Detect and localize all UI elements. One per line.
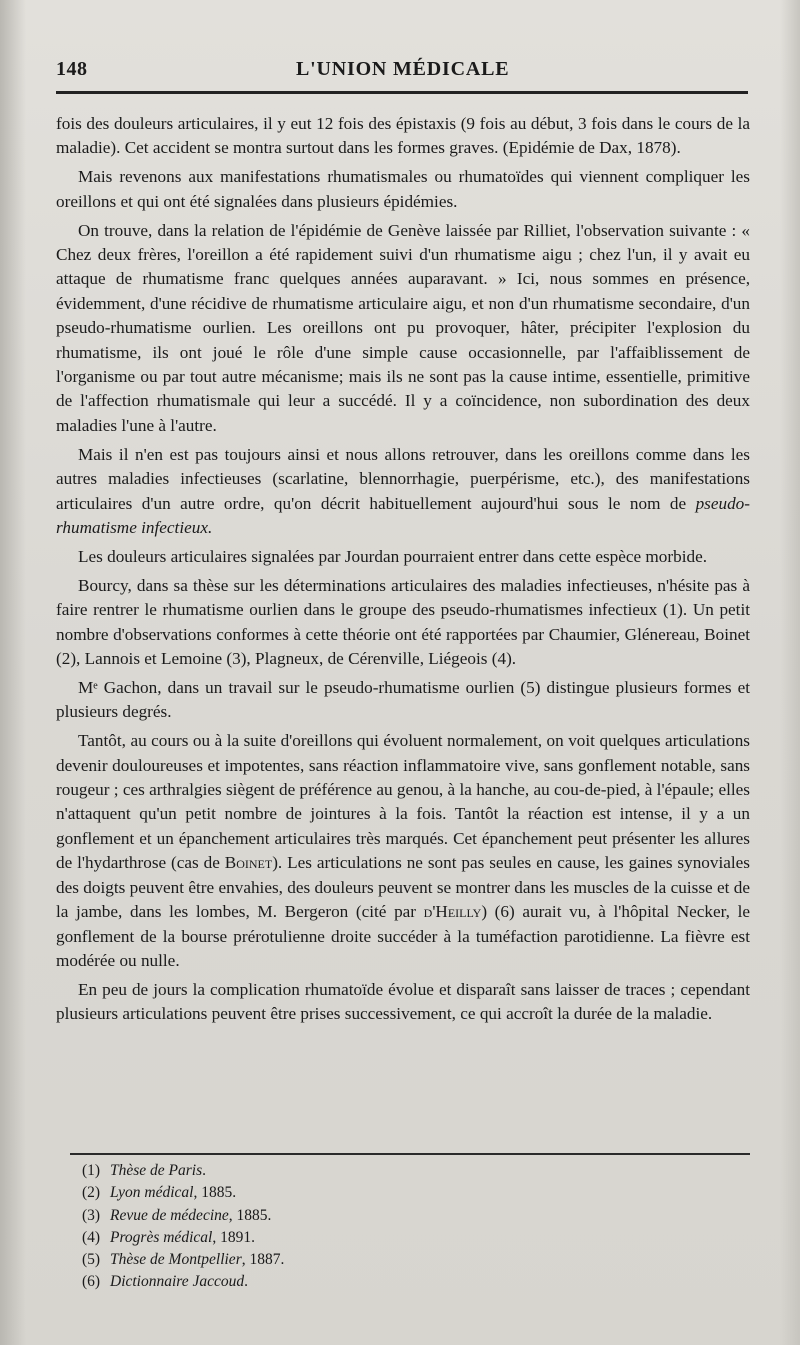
paragraph — [56, 219, 750, 439]
footnote-number: (2) — [82, 1184, 101, 1202]
footnote — [82, 1182, 682, 1204]
footnote-title: Progrès médical — [110, 1228, 213, 1246]
footnote-title: Lyon médical — [110, 1184, 194, 1202]
footnote-number: (4) — [82, 1228, 101, 1246]
footnote-detail: , 1891. — [212, 1228, 255, 1246]
paragraph-text: Bourcy, dans sa thèse sur les déterminations articulaires des maladies infectieuses, n'hésite pas à faire rentrer le rhumatisme ourlien dans le groupe des pseudo-rhumatismes infectieux (1). Un petit nombre d'observations conformes à cette théorie ont été rapportées par Chaumier, Glénereau, Boinet (2), Lannois et Lemoine (3), Plagneux, de Cérenville, Liégeois (4). — [56, 575, 750, 669]
page-header — [56, 54, 748, 94]
footnote — [82, 1227, 682, 1249]
page-gutter-shadow — [0, 0, 26, 1345]
paragraph — [56, 574, 750, 672]
paragraph-text: fois des douleurs articulaires, il y eut 12 fois des épistaxis (9 fois au début, 3 fois dans le cours de la maladie). Cet accident se montra surtout dans les formes graves. (Epidémie de Dax, 1878). — [56, 114, 750, 158]
page-number: 148 — [56, 58, 88, 80]
italic-text: pseudo-rhumatisme infectieux. — [56, 493, 750, 537]
footnotes — [82, 1160, 682, 1294]
footnote-number: (6) — [82, 1273, 101, 1291]
paragraph — [56, 676, 750, 725]
paragraph-text: En peu de jours la complication rhumatoïde évolue et disparaît sans laisser de traces ; cependant plusieurs articulations peuvent être prises successivement, ce qui accroît la durée de la maladie. — [56, 979, 750, 1024]
footnote-number: (3) — [82, 1206, 101, 1224]
footnote-detail: , 1885. — [193, 1184, 237, 1202]
footnote — [82, 1160, 682, 1182]
paragraph — [56, 729, 750, 973]
page-edge-shadow — [780, 0, 800, 1345]
paragraph-text: ). Les articulations ne sont pas seules en cause, les gaines synoviales des doigts peuvent être envahies, des douleurs peuvent se montrer dans les muscles de la cuisse et de la jambe, dans les lombes, M. Bergeron (cité par — [56, 853, 750, 922]
small-caps-text: Boinet — [224, 853, 273, 873]
paragraph-text: ) (6) aurait vu, à l'hôpital Necker, le gonflement de la bourse prérotulienne droite succéder à la tuméfaction parotidienne. La fièvre est modérée ou nulle. — [56, 902, 751, 970]
footnote-detail: , 1887. — [241, 1251, 285, 1269]
paragraph-text: Mais il n'en est pas toujours ainsi et nous allons retrouver, dans les oreillons comme dans les autres maladies infectieuses (scarlatine, blennorrhagie, puerpérisme, etc.), des manifestations articulaires d'un autre ordre, qu'on décrit habituellement aujourd'hui sous le nom de — [56, 444, 750, 513]
paragraph-text: Tantôt, au cours ou à la suite d'oreillons qui évoluent normalement, on voit quelques articulations devenir douloureuses et impotentes, sans réaction inflammatoire vive, sans gonflement notable, sans rougeur ; ces arthralgies siègent de préférence au genou, à la hanche, au cou-de-pied, à l'épaule; elles n'attaquent qu'un petit nombre de jointures à la fois. Tantôt la réaction est intense, il y a un gonflement et un épanchement articulaires très marqués. Cet épanchement peut présenter les allures de l'hydarthrose (cas de — [56, 731, 750, 873]
running-title: L'UNION MÉDICALE — [296, 58, 510, 80]
footnote — [82, 1249, 682, 1271]
small-caps-text: d'Heilly — [423, 902, 482, 922]
header-rule — [56, 91, 748, 94]
paragraph — [56, 112, 750, 161]
paragraph-text: Les douleurs articulaires signalées par Jourdan pourraient entrer dans cette espèce morbide. — [78, 546, 707, 566]
footnote-title: Thèse de Montpellier — [110, 1251, 242, 1269]
footnote-number: (5) — [82, 1251, 101, 1269]
footnotes-rule — [70, 1153, 750, 1155]
paragraph — [56, 165, 750, 214]
footnote-title: Dictionnaire Jaccoud — [110, 1273, 245, 1291]
footnote — [82, 1205, 682, 1227]
paragraph — [56, 978, 750, 1027]
footnote-detail: . — [244, 1273, 249, 1291]
footnote-title: Revue de médecine — [110, 1206, 229, 1224]
paragraph — [56, 545, 750, 569]
footnote — [82, 1271, 682, 1293]
paragraph — [56, 443, 750, 541]
footnote-title: Thèse de Paris — [110, 1162, 203, 1179]
body-text — [56, 112, 750, 1031]
footnote-detail: . — [202, 1162, 207, 1179]
paragraph-text: Mᵉ Gachon, dans un travail sur le pseudo-rhumatisme ourlien (5) distingue plusieurs formes et plusieurs degrés. — [56, 677, 750, 722]
footnote-number: (1) — [82, 1162, 101, 1179]
paragraph-text: Mais revenons aux manifestations rhumatismales ou rhumatoïdes qui viennent compliquer les oreillons et qui ont été signalées dans plusieurs épidémies. — [56, 167, 750, 211]
paragraph-text: On trouve, dans la relation de l'épidémie de Genève laissée par Rilliet, l'observation suivante : « Chez deux frères, l'oreillon a été rapidement suivi d'un rhumatisme aigu ; chez l'un, il y avait eu attaque de rhumatisme franc quelques années auparavant. » Ici, nous sommes en présence, évidemment, d'une récidive de rhumatisme articulaire aigu, et non d'un rhumatisme secondaire, d'un pseudo-rhumatisme ourlien. Les oreillons ont pu provoquer, hâter, précipiter l'explosion du rhumatisme, ils ont joué le rôle d'une simple cause occasionnelle, par l'affaiblissement de l'organisme ou par tout autre mécanisme; mais ils ne sont pas la cause intime, essentielle, primitive de l'affection rhumatismale qui leur a succédé. Il y a coïncidence, non subordination des deux maladies l'une à l'autre. — [56, 220, 750, 435]
footnote-detail: , 1885. — [228, 1206, 272, 1224]
